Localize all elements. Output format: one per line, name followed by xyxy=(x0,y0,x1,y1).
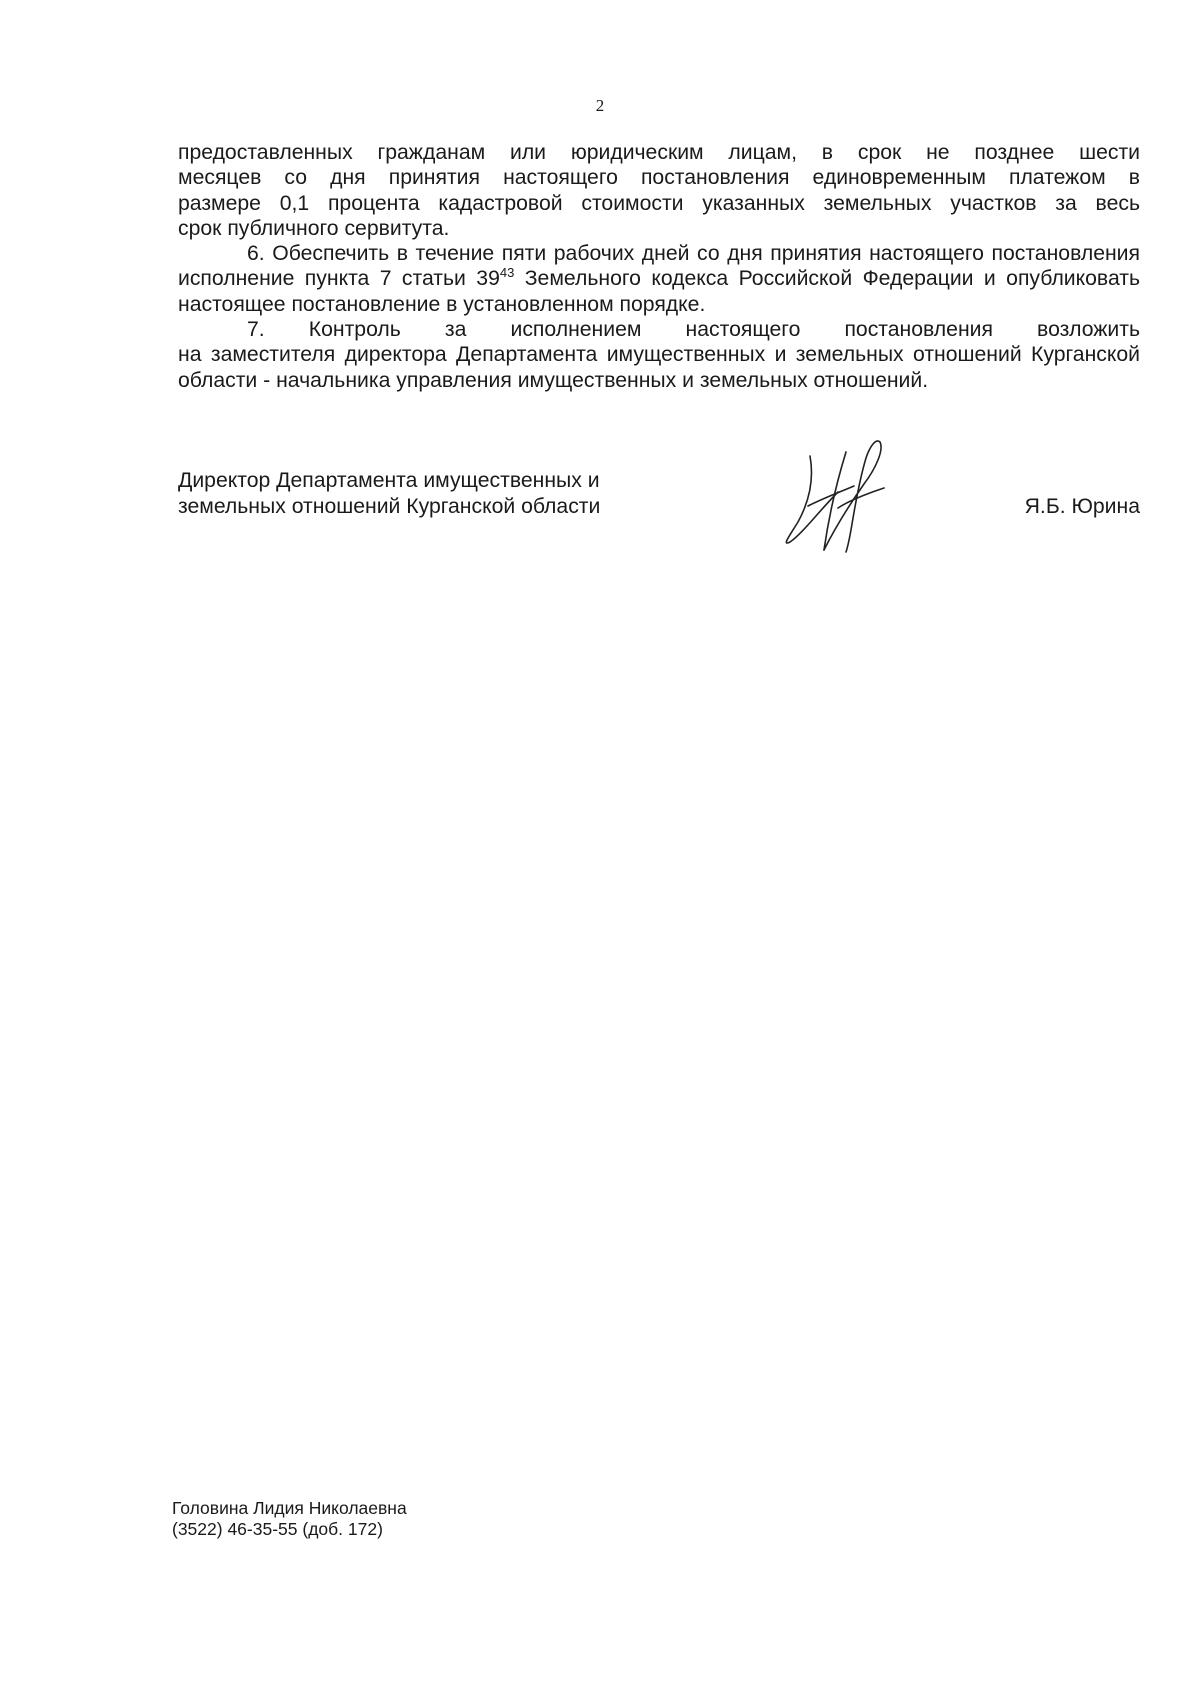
paragraph-5-line-1: предоставленных гражданам или юридическим лицам, в срок не позднее шести xyxy=(178,141,1140,164)
executor-phone: (3522) 46-35-55 (доб. 172) xyxy=(172,1519,383,1539)
executor-name: Головина Лидия Николаевна xyxy=(172,1498,407,1518)
paragraph-5-line-3: размере 0,1 процента кадастровой стоимости указанных земельных участков за весь xyxy=(178,191,1140,215)
paragraph-6-text: 6. Обеспечить в течение пяти рабочих дней со дня принятия настоящего постановления исполнение пункта 7 статьи 39 xyxy=(178,242,1140,291)
paragraph-7-rest: на заместителя директора Департамента имущественных и земельных отношений Курганской области - начальника управления имущественных и земельных отношений. xyxy=(178,343,1140,392)
page-number: 2 xyxy=(595,96,605,115)
article-superscript: 43 xyxy=(499,265,515,281)
document-body xyxy=(178,140,1140,393)
paragraph-6 xyxy=(178,241,1140,317)
handwritten-signature xyxy=(780,438,910,556)
signer-name: Я.Б. Юрина xyxy=(1024,495,1140,518)
paragraph-6-text-continued: Земельного кодекса Российской Федерации и опубликовать настоящее постановление в установленном порядке. xyxy=(178,267,1141,316)
paragraph-7-line-1: 7. Контроль за исполнением настоящего постановления возложить xyxy=(247,318,1140,342)
signatory-title-line-2: земельных отношений Курганской области xyxy=(178,494,601,518)
paragraph-5-line-4: срок публичного сервитута. xyxy=(178,216,450,240)
paragraph-5-line-2: месяцев со дня принятия настоящего постановления единовременным платежом в xyxy=(178,166,1140,190)
signatory-title xyxy=(178,468,600,519)
signatory-title-line-1: Директор Департамента имущественных и xyxy=(178,469,600,492)
executor-contact xyxy=(172,1498,407,1540)
